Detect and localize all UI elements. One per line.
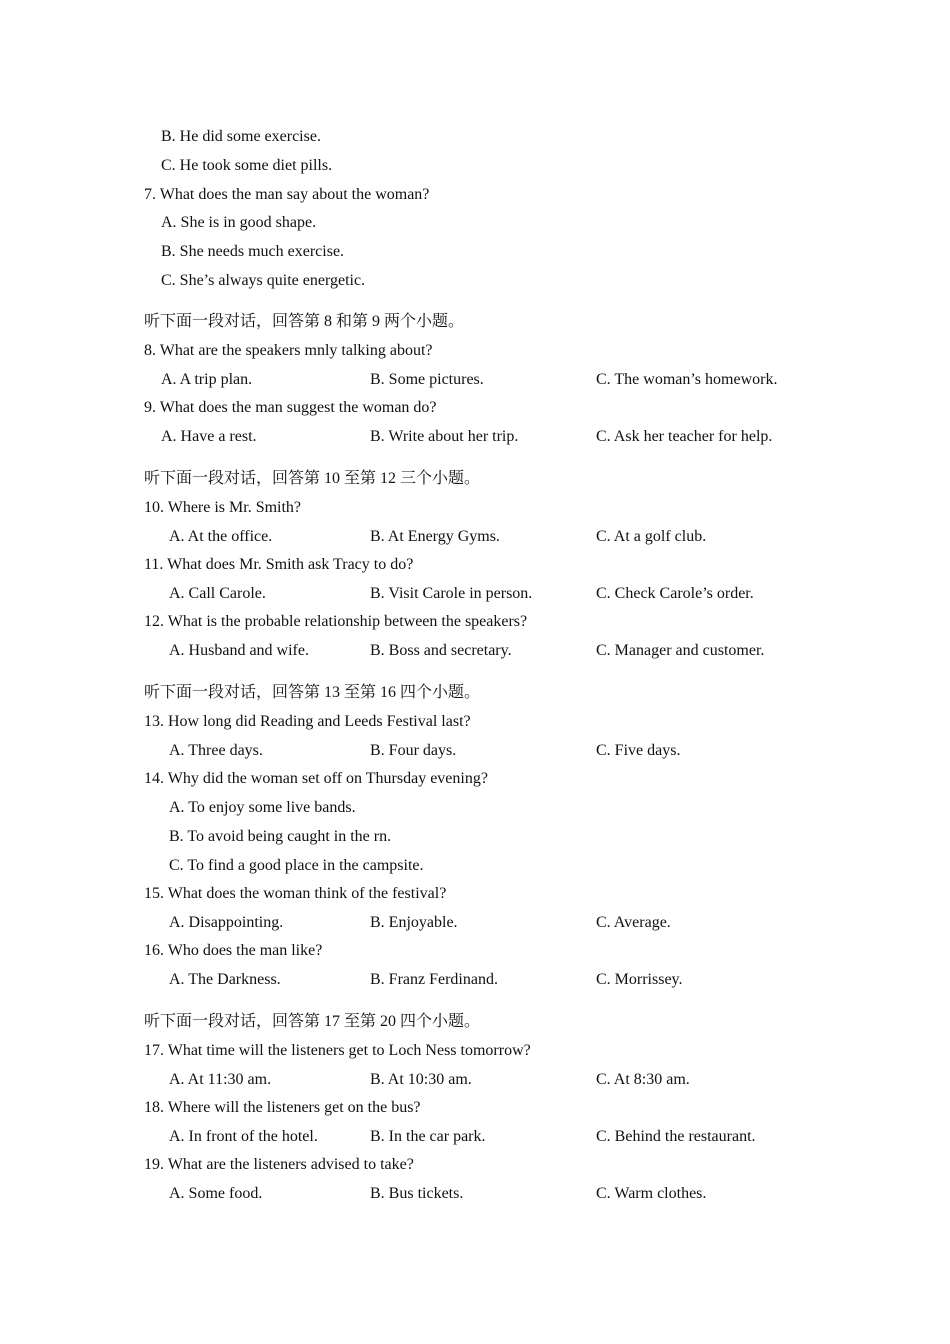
- q7-option-b: B. She needs much exercise.: [161, 243, 345, 260]
- q6-option-c: C. He took some diet pills.: [161, 157, 333, 174]
- q11-option-a: A. Call Carole.: [169, 585, 266, 602]
- q13-option-b: B. Four days.: [370, 742, 457, 759]
- q15-question: 15. What does the woman think of the festival?: [144, 885, 447, 902]
- q14-question: 14. Why did the woman set off on Thursday evening?: [144, 770, 488, 787]
- q13-option-c: C. Five days.: [596, 742, 681, 759]
- q17-option-a: A. At 11:30 am.: [169, 1071, 272, 1088]
- q15-option-c: C. Average.: [596, 914, 671, 931]
- q18-option-a: A. In front of the hotel.: [169, 1128, 318, 1145]
- q9-question: 9. What does the man suggest the woman do?: [144, 399, 437, 416]
- section-heading-10-12: 听下面一段对话，回答第 10 至第 12 三个小题。: [144, 470, 481, 487]
- q11-option-b: B. Visit Carole in person.: [370, 585, 533, 602]
- q8-option-b: B. Some pictures.: [370, 371, 484, 388]
- q12-option-a: A. Husband and wife.: [169, 642, 309, 659]
- q15-option-a: A. Disappointing.: [169, 914, 284, 931]
- q9-option-a: A. Have a rest.: [161, 428, 257, 445]
- q12-option-b: B. Boss and secretary.: [370, 642, 512, 659]
- q16-question: 16. Who does the man like?: [144, 942, 323, 959]
- q10-question: 10. Where is Mr. Smith?: [144, 499, 302, 516]
- q13-question: 13. How long did Reading and Leeds Festival last?: [144, 713, 471, 730]
- q14-option-b: B. To avoid being caught in the rn.: [169, 828, 392, 845]
- q19-option-c: C. Warm clothes.: [596, 1185, 707, 1202]
- section-heading-17-20: 听下面一段对话，回答第 17 至第 20 四个小题。: [144, 1013, 481, 1030]
- q12-question: 12. What is the probable relationship between the speakers?: [144, 613, 528, 630]
- q7-option-c: C. She’s always quite energetic.: [161, 272, 366, 289]
- q8-question: 8. What are the speakers mnly talking about?: [144, 342, 433, 359]
- q10-option-c: C. At a golf club.: [596, 528, 707, 545]
- q15-option-b: B. Enjoyable.: [370, 914, 458, 931]
- q8-option-a: A. A trip plan.: [161, 371, 253, 388]
- q19-option-a: A. Some food.: [169, 1185, 263, 1202]
- q14-option-c: C. To find a good place in the campsite.: [169, 857, 424, 874]
- q17-question: 17. What time will the listeners get to Loch Ness tomorrow?: [144, 1042, 531, 1059]
- q8-option-c: C. The woman’s homework.: [596, 371, 778, 388]
- q16-option-b: B. Franz Ferdinand.: [370, 971, 498, 988]
- q17-option-b: B. At 10:30 am.: [370, 1071, 472, 1088]
- q9-option-b: B. Write about her trip.: [370, 428, 519, 445]
- q16-option-a: A. The Darkness.: [169, 971, 281, 988]
- q17-option-c: C. At 8:30 am.: [596, 1071, 690, 1088]
- q19-option-b: B. Bus tickets.: [370, 1185, 464, 1202]
- q14-option-a: A. To enjoy some live bands.: [169, 799, 356, 816]
- q11-question: 11. What does Mr. Smith ask Tracy to do?: [144, 556, 414, 573]
- section-heading-13-16: 听下面一段对话，回答第 13 至第 16 四个小题。: [144, 684, 481, 701]
- q7-question: 7. What does the man say about the woman?: [144, 186, 430, 203]
- q19-question: 19. What are the listeners advised to take?: [144, 1156, 414, 1173]
- q18-question: 18. Where will the listeners get on the bus?: [144, 1099, 421, 1116]
- q18-option-b: B. In the car park.: [370, 1128, 486, 1145]
- q7-option-a: A. She is in good shape.: [161, 214, 317, 231]
- q12-option-c: C. Manager and customer.: [596, 642, 765, 659]
- q10-option-a: A. At the office.: [169, 528, 273, 545]
- q10-option-b: B. At Energy Gyms.: [370, 528, 500, 545]
- section-heading-8-9: 听下面一段对话，回答第 8 和第 9 两个小题。: [144, 313, 465, 330]
- q13-option-a: A. Three days.: [169, 742, 263, 759]
- q11-option-c: C. Check Carole’s order.: [596, 585, 754, 602]
- q6-option-b: B. He did some exercise.: [161, 128, 321, 145]
- q16-option-c: C. Morrissey.: [596, 971, 683, 988]
- q18-option-c: C. Behind the restaurant.: [596, 1128, 756, 1145]
- q9-option-c: C. Ask her teacher for help.: [596, 428, 773, 445]
